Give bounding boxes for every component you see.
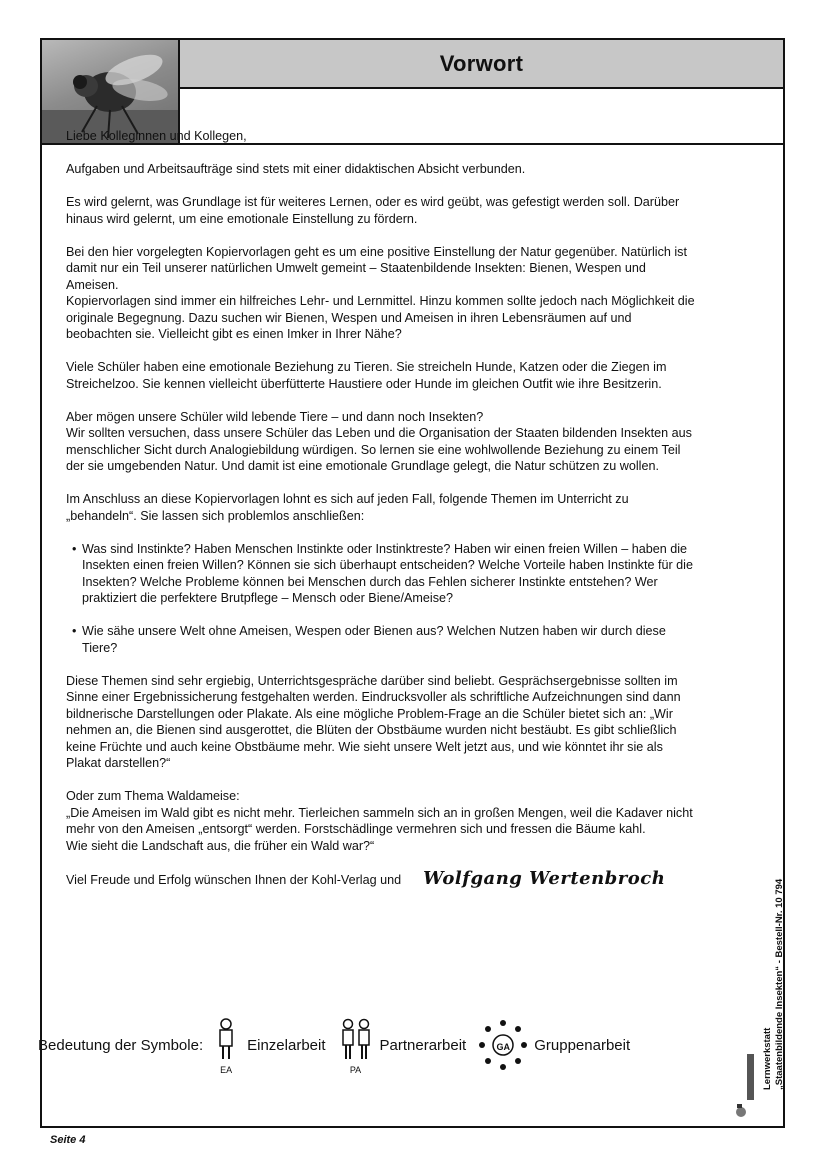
paragraph-part: „Die Ameisen im Wald gibt es nicht mehr. Tierleichen sammeln sich an in großen Mengen, weil die Kadaver nicht mehr von den Ameisen „entsorgt“ werden. Forstschädlinge vermehren sich und fressen die Bäume kahl. — [66, 805, 693, 836]
symbol-label: Gruppenarbeit — [534, 1036, 631, 1054]
symbol-ga — [470, 1015, 634, 1075]
symbol-code: EA — [220, 1065, 233, 1075]
side-publication-info — [762, 879, 786, 1090]
symbol-legend-heading: Bedeutung der Symbole: — [38, 1036, 204, 1054]
paragraph-part: Aber mögen unsere Schüler wild lebende Tiere – und dann noch Insekten? — [66, 409, 484, 424]
symbol-pa — [330, 1017, 471, 1073]
paragraph-part: Wie sieht die Landschaft aus, die früher ein Wald war?“ — [66, 838, 375, 853]
side-line: „Staatenbildende Insekten“ - Bestell-Nr. 10 794 — [774, 878, 785, 1090]
paragraph: Es wird gelernt, was Grundlage ist für weiteres Lernen, oder es wird geübt, was gefestigt werden soll. Darüber hinaus wird gelernt, um eine emotionale Einstellung zu fördern. — [66, 195, 680, 226]
single-person-icon — [211, 1017, 241, 1073]
paragraph-part: Wir sollten versuchen, dass unsere Schüler das Leben und die Organisation der Staaten bildenden Insekten aus menschlicher Sicht durch Analogiebildung würdigen. So lernen sie eine wohlwollende Beziehung zu einem Teil der sie umgebenden Natur. Und damit ist eine emotionale Grundlage gelegt, die Natur schützen zu wollen. — [66, 426, 692, 473]
closing — [66, 867, 696, 889]
closing-text: Viel Freude und Erfolg wünschen Ihnen der Kohl-Verlag und — [66, 872, 402, 887]
foreword-text — [66, 128, 696, 888]
side-line: Lernwerkstatt — [762, 1027, 773, 1090]
paragraph — [66, 244, 696, 343]
symbol-label: Partnerarbeit — [379, 1036, 467, 1054]
paragraph: Viele Schüler haben eine emotionale Beziehung zu Tieren. Sie streicheln Hunde, Katzen oder die Ziegen im Streichelzoo. Sie kennen vielleicht überfütterte Haustiere oder Hunde im gleichen Outfit wie ihre Besitzerin. — [66, 360, 667, 391]
list-item: • Was sind Instinkte? Haben Menschen Instinkte oder Instinktreste? Haben wir einen freien Willen – haben die Insekten einen freien Willen? Können sie sich überhaupt entscheiden? Welche Vorteile haben Instinkte für die Insekten? Welche Probleme können bei Menschen durch das Fehlen sicherer Instinkte entstehen? Wer praktiziert die perfektere Brutpflege – Mensch oder Biene/Ameise? — [82, 541, 696, 607]
page-title: Vorwort — [439, 50, 524, 76]
title-bar — [180, 40, 783, 89]
symbol-label: Einzelarbeit — [247, 1036, 326, 1054]
paragraph: Aufgaben und Arbeitsaufträge sind stets mit einer didaktischen Absicht verbunden. — [66, 162, 526, 176]
symbol-legend — [38, 1010, 688, 1080]
list-item: • Wie sähe unsere Welt ohne Ameisen, Wespen oder Bienen aus? Welchen Nutzen haben wir durch diese Tiere? — [82, 623, 696, 656]
group-icon — [478, 1015, 528, 1075]
symbol-ea — [203, 1017, 329, 1073]
greeting: Liebe Kolleginnen und Kollegen, — [66, 129, 247, 143]
two-people-icon — [338, 1017, 374, 1073]
paragraph-part: Bei den hier vorgelegten Kopiervorlagen geht es um eine positive Einstellung der Natur gegenüber. Natürlich ist damit nur ein Teil unserer natürlichen Umwelt gemeint – Staatenbildende Insekten: Bienen, Wespen und Ameisen. — [66, 244, 687, 292]
signature: Wolfgang Wertenbroch — [423, 867, 666, 889]
symbol-code: PA — [349, 1065, 362, 1075]
paragraph: Im Anschluss an diese Kopiervorlagen lohnt es sich auf jeden Fall, folgende Themen im Unterricht zu „behandeln“. Sie lassen sich problemlos anschließen: — [66, 492, 629, 523]
paragraph — [66, 788, 696, 854]
symbol-code: GA — [496, 1042, 510, 1052]
paragraph-part: Kopiervorlagen sind immer ein hilfreiches Lehr- und Lernmittel. Hinzu kommen sollte jedoch nach Möglichkeit die originale Begegnung. Dazu suchen wir Bienen, Wespen und Ameisen in ihren Lebensräumen auf und beobachten sie. Vielleicht gibt es einen Imker in Ihrer Nähe? — [66, 294, 695, 341]
publisher-logo — [733, 1050, 755, 1120]
paragraph-part: Oder zum Thema Waldameise: — [66, 789, 240, 803]
topic-list — [66, 541, 696, 657]
paragraph: Diese Themen sind sehr ergiebig, Unterrichtsgespräche darüber sind beliebt. Gesprächsergebnisse sollten im Sinne einer Ergebnissicherung festgehalten werden. Eindrucksvoller als schriftliche Aufzeichnungen sind dann bildnerische Darstellungen oder Plakate. Als eine mögliche Problem-Frage an die Schüler bietet sich an: „Wir nehmen an, die Bienen sind ausgerottet, die Blüten der Obstbäume wurden nicht bestäubt. Es gibt schließlich keine Früchte und auch keine Obstbäume mehr. Wie sieht unsere Welt jetzt aus, und wie könntet ihr sie als Plakat darstellen?“ — [66, 673, 681, 770]
page-number: Seite 4 — [50, 1134, 86, 1146]
paragraph — [66, 409, 696, 475]
